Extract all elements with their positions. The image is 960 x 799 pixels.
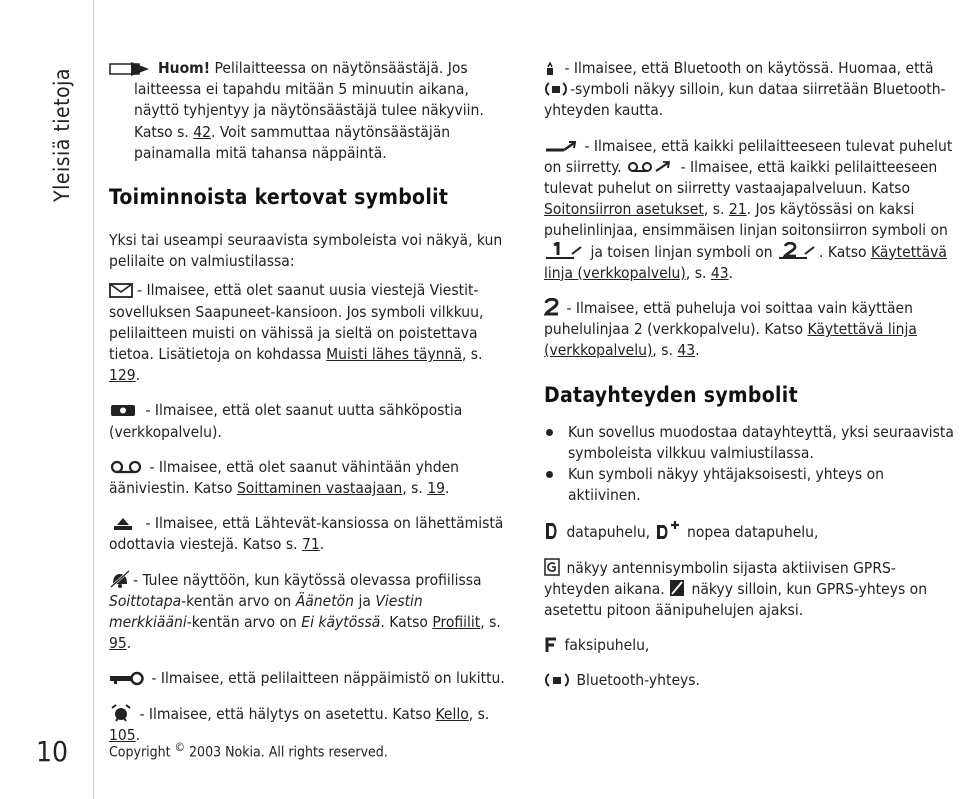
link-page-21[interactable]: 21: [728, 200, 747, 219]
bluetooth-connection-icon: [544, 672, 570, 688]
symbol-silent: - Tulee näyttöön, kun käytössä olevassa profiilissa Soittotapa-kentän arvo on Äänetön ja Viestin merkkiääni-kentän arvo on Ei käytössä. Katso Profiilit, s. 95.: [109, 570, 501, 653]
link-page-71[interactable]: 71: [302, 535, 320, 554]
copyright-symbol: ©: [174, 740, 186, 754]
link-clock[interactable]: Kello: [435, 704, 469, 723]
line1-divert-icon: [544, 242, 584, 260]
note-page-link[interactable]: 42: [193, 122, 211, 141]
email-at-icon: [109, 402, 139, 418]
note-body-2: . Voit sammuttaa näytönsäästäjän painamalla mitä tahansa näppäintä.: [134, 122, 451, 162]
link-page-43-b[interactable]: 43: [677, 341, 696, 360]
note-body: laitteessa ei tapahdu mitään 5 minuutin aikana, näyttö tyhjentyy ja näytönsäästäjä tulee näkyviin. Katso s.: [134, 80, 484, 141]
intro-text: Yksi tai useampi seuraavista symboleista voi näkyä, kun pelilaite on valmiustilassa:: [109, 231, 503, 271]
bluetooth-connection-icon: [544, 81, 568, 97]
symbol-gprs: näkyy antennisymbolin sijasta aktiivisen GPRS-yhteyden aikana. näkyy silloin, kun GPRS-yhteys on asetettu pitoon äänipuhelujen ajaksi.: [544, 558, 928, 620]
data-call-icon: [544, 522, 560, 540]
symbol-message: - Ilmaisee, että olet saanut uusia viestejä Viestit-sovelluksen Saapuneet-kansioon. Jos symboli vilkkuu, pelilaitteen muisti on vähissä ja sieltä on poistettava tietoa. Lisätietoja on kohdassa Muisti lähes täynnä, s. 129.: [109, 281, 484, 385]
line2-icon: [544, 298, 560, 316]
alarm-clock-icon: [109, 704, 133, 722]
divert-voicemail-icon: [626, 159, 674, 175]
fax-icon: [544, 637, 558, 653]
symbol-line2: - Ilmaisee, että puheluja voi soittaa vain käyttäen puhelulinjaa 2 (verkkopalvelu). Katso Käytettävä linja (verkkopalvelu), s. 43.: [544, 299, 917, 360]
voicemail-icon: [109, 459, 143, 475]
symbol-voicemail: - Ilmaisee, että olet saanut vähintään yhden ääniviestin. Katso Soittaminen vastaajaan, s. 19.: [109, 457, 459, 498]
envelope-icon: [109, 282, 135, 298]
divert-icon: [544, 140, 578, 154]
symbol-data-call: datapuhelu, nopea datapuhelu,: [544, 520, 956, 543]
link-page-43-a[interactable]: 43: [710, 263, 729, 282]
link-page-95[interactable]: 95: [109, 634, 127, 653]
sidebar-divider: [93, 0, 94, 799]
footer-copyright: Copyright © 2003 Nokia. All rights reserved.: [109, 740, 388, 761]
note-label: Huom!: [158, 59, 211, 77]
symbol-outbox: - Ilmaisee, että Lähtevät-kansiossa on lähettämistä odottavia viestejä. Katso s. 71.: [109, 514, 504, 554]
link-line-in-use-1[interactable]: Käytettävä linja (verkkopalvelu): [544, 242, 947, 282]
sidebar: [0, 0, 93, 799]
bullet-item: Kun sovellus muodostaa datayhteyttä, yksi seuraavista symboleista vilkkuu valmiustilassa.: [544, 422, 956, 464]
heading-data-symbols: Datayhteyden symbolit: [544, 382, 798, 407]
page-number: 10: [36, 735, 69, 768]
link-memory-full[interactable]: Muisti lähes täynnä: [326, 345, 462, 364]
hscsd-icon: [655, 520, 681, 540]
symbol-fax: faksipuhelu,: [544, 635, 956, 656]
link-calling-voicemail[interactable]: Soittaminen vastaajaan: [236, 479, 403, 498]
gprs-icon: [544, 558, 560, 576]
symbol-bt-connection: Bluetooth-yhteys.: [544, 670, 956, 691]
line2-divert-icon: [777, 242, 817, 260]
outbox-icon: [109, 515, 139, 531]
section-title: Yleisiä tietoja: [50, 68, 74, 202]
link-divert-settings[interactable]: Soitonsiirron asetukset: [544, 200, 704, 219]
bluetooth-icon: [544, 62, 558, 76]
link-page-129[interactable]: 129: [109, 366, 136, 385]
note-hand-icon: [109, 60, 155, 78]
silent-profile-icon: [109, 570, 131, 588]
symbol-alarm: - Ilmaisee, että hälytys on asetettu. Katso Kello, s. 105.: [109, 704, 490, 744]
link-page-105[interactable]: 105: [109, 725, 136, 744]
note-block: [109, 58, 509, 164]
gprs-hold-icon: [669, 579, 685, 597]
left-column: [109, 58, 509, 746]
link-profiles[interactable]: Profiilit: [432, 613, 481, 632]
note-line1: Pelilaitteessa on näytönsäästäjä. Jos: [214, 59, 468, 77]
data-bullets: [544, 422, 956, 507]
symbol-keylock: - Ilmaisee, että pelilaitteen näppäimistö on lukittu.: [109, 668, 509, 689]
symbol-divert: - Ilmaisee, että kaikki pelilaitteeseen tulevat puhelut on siirretty. - Ilmaisee, että kaikki pelilaitteeseen tulevat puhelut on siirretty vastaajapalveluun. Katso Soitonsiirron asetukset, s. 21. Jos käytössäsi on kaksi puhelinlinjaa, ensimmäisen linjan soitonsiirron symboli on ja toisen linjan symboli on . Katso Käytettävä linja (verkkopalvelu), s. 43.: [544, 136, 953, 282]
bullet-item: Kun symboli näkyy yhtäjaksoisesti, yhteys on aktiivinen.: [544, 464, 956, 506]
link-line-in-use-2[interactable]: Käytettävä linja (verkkopalvelu): [544, 320, 917, 360]
symbol-bluetooth: - Ilmaisee, että Bluetooth on käytössä. Huomaa, että -symboli näkyy silloin, kun dataa siirretään Bluetooth-yhteyden kautta.: [544, 59, 946, 120]
key-lock-icon: [109, 670, 145, 686]
symbol-email: - Ilmaisee, että olet saanut uutta sähköpostia (verkkopalvelu).: [109, 401, 463, 441]
right-column: [544, 58, 956, 692]
link-page-19[interactable]: 19: [427, 479, 445, 498]
heading-function-symbols: Toiminnoista kertovat symbolit: [109, 185, 449, 210]
